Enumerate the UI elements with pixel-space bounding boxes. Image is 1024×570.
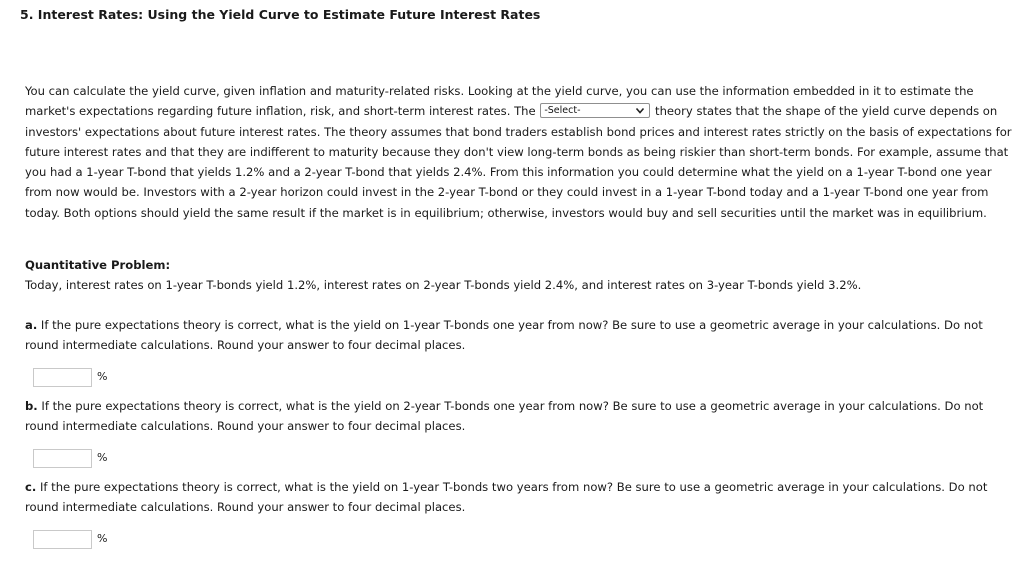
answer-input-a[interactable] — [33, 368, 92, 387]
quantitative-text: Today, interest rates on 1-year T-bonds yield 1.2%, interest rates on 2-year T-bonds yield 2.4%, and interest rates on 3-year T-bonds yield 3.2%. — [25, 278, 862, 292]
question-text: If the pure expectations theory is correct, what is the yield on 1-year T-bonds two years from now? Be sure to use a geometric average in your calculations. Do not round intermediate calculations. Round your answer to four decimal places. — [25, 480, 988, 515]
question-letter: a. — [25, 318, 38, 332]
question-c — [25, 477, 1015, 518]
question-b — [25, 396, 1015, 437]
theory-select[interactable] — [540, 103, 650, 118]
intro-text-after-select: theory states that the shape of the yield curve depends on investors' expectations about future interest rates. The theory assumes that bond traders establish bond prices and interest rates strictly on the basis of expectations for future interest rates and that they are indifferent to maturity because they don't view long-term bonds as being riskier than short-term bonds. For example, assume that you had a 1-year T-bond that yields 1.2% and a 2-year T-bond that yields 2.4%. From this information you could determine what the yield on a 1-year T-bond one year from now would be. Investors with a 2-year horizon could invest in the 2-year T-bond or they could invest in a 1-year T-bond today and a 1-year T-bond one year from today. Both options should yield the same result if the market is in equilibrium; otherwise, investors would buy and sell securities until the market was in equilibrium. — [25, 104, 1012, 220]
question-letter: c. — [25, 480, 37, 494]
percent-unit: % — [97, 532, 108, 545]
percent-unit: % — [97, 370, 108, 383]
theory-select-value: -Select- — [544, 105, 581, 117]
answer-input-b[interactable] — [33, 449, 92, 468]
intro-paragraph — [25, 81, 1015, 223]
problem-title: 5. Interest Rates: Using the Yield Curve to Estimate Future Interest Rates — [20, 7, 541, 22]
intro-text-before-select: You can calculate the yield curve, given inflation and maturity-related risks. Looking at the yield curve, you can use the information embedded in it to estimate the market's expectations regarding future inflation, risk, and short-term interest rates. The — [25, 84, 974, 119]
question-text: If the pure expectations theory is correct, what is the yield on 2-year T-bonds one year from now? Be sure to use a geometric average in your calculations. Do not round intermediate calculations. Round your answer to four decimal places. — [25, 399, 984, 434]
question-a — [25, 315, 1015, 356]
question-letter: b. — [25, 399, 38, 413]
chevron-down-icon — [635, 105, 645, 116]
percent-unit: % — [97, 451, 108, 464]
answer-input-c[interactable] — [33, 530, 92, 549]
question-text: If the pure expectations theory is correct, what is the yield on 1-year T-bonds one year from now? Be sure to use a geometric average in your calculations. Do not round intermediate calculations. Round your answer to four decimal places. — [25, 318, 983, 353]
quantitative-heading: Quantitative Problem: — [25, 258, 171, 272]
